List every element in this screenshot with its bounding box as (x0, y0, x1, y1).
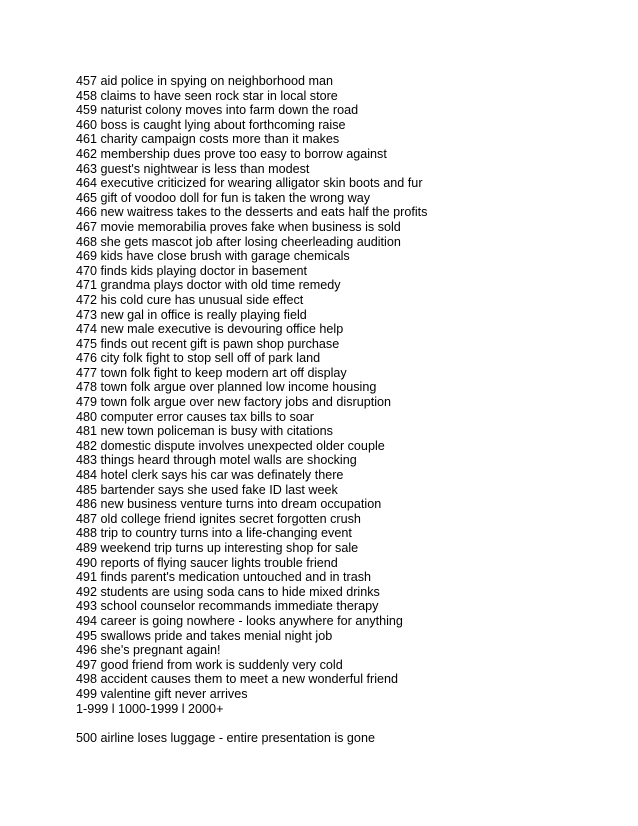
list-item: 473 new gal in office is really playing field (76, 307, 307, 322)
range-navigation (76, 702, 616, 717)
list-item: 489 weekend trip turns up interesting shop for sale (76, 541, 359, 555)
idea-list (76, 74, 616, 702)
list-item: 488 trip to country turns into a life-changing event (76, 526, 352, 541)
list-item: 498 accident causes them to meet a new wonderful friend (76, 672, 399, 687)
document-page (76, 74, 616, 745)
list-item: 500 airline loses luggage - entire presentation is gone (76, 730, 375, 745)
list-item: 492 students are using soda cans to hide mixed drinks (76, 584, 380, 599)
list-item: 484 hotel clerk says his car was definately there (76, 468, 344, 483)
list-item: 499 valentine gift never arrives (76, 686, 248, 701)
list-item: 482 domestic dispute involves unexpected older couple (76, 438, 385, 453)
list-item: 496 she's pregnant again! (76, 643, 221, 658)
list-item: 457 aid police in spying on neighborhood man (76, 74, 333, 88)
list-item: 494 career is going nowhere - looks anywhere for anything (76, 613, 403, 628)
list-item: 483 things heard through motel walls are shocking (76, 453, 357, 468)
list-item: 479 town folk argue over new factory jobs and disruption (76, 395, 392, 410)
idea-list-continued (76, 731, 616, 746)
list-item: 470 finds kids playing doctor in basement (76, 263, 308, 278)
list-item: 487 old college friend ignites secret forgotten crush (76, 511, 361, 526)
list-item: 472 his cold cure has unusual side effect (76, 292, 304, 307)
list-item: 481 new town policeman is busy with citations (76, 424, 333, 439)
list-item: 480 computer error causes tax bills to soar (76, 409, 314, 424)
list-item: 461 charity campaign costs more than it makes (76, 132, 340, 147)
list-item: 458 claims to have seen rock star in local store (76, 88, 338, 103)
list-item: 467 movie memorabilia proves fake when business is sold (76, 219, 401, 234)
list-item: 491 finds parent's medication untouched and in trash (76, 570, 372, 585)
list-item: 478 town folk argue over planned low income housing (76, 380, 377, 395)
nav-link-2000-plus[interactable]: 2000+ (188, 701, 224, 716)
list-item: 459 naturist colony moves into farm down the road (76, 103, 359, 118)
nav-separator: l (108, 701, 119, 716)
list-item: 477 town folk fight to keep modern art off display (76, 365, 347, 380)
list-item: 460 boss is caught lying about forthcoming raise (76, 117, 346, 132)
list-item: 476 city folk fight to stop sell off of park land (76, 351, 321, 366)
list-item: 462 membership dues prove too easy to borrow against (76, 146, 387, 161)
list-item: 466 new waitress takes to the desserts and eats half the profits (76, 205, 428, 220)
list-item: 490 reports of flying saucer lights trouble friend (76, 555, 338, 570)
list-item: 463 guest's nightwear is less than modest (76, 161, 310, 176)
list-item: 497 good friend from work is suddenly very cold (76, 657, 343, 672)
list-item: 471 grandma plays doctor with old time remedy (76, 278, 341, 293)
list-item: 475 finds out recent gift is pawn shop purchase (76, 336, 340, 351)
nav-link-1-999[interactable]: 1-999 (76, 701, 109, 716)
list-item: 468 she gets mascot job after losing cheerleading audition (76, 234, 401, 249)
list-item: 493 school counselor recommands immediate therapy (76, 599, 379, 614)
list-item: 465 gift of voodoo doll for fun is taken the wrong way (76, 190, 371, 205)
nav-link-1000-1999[interactable]: 1000-1999 (118, 701, 179, 716)
blank-line (76, 716, 616, 731)
list-item: 464 executive criticized for wearing alligator skin boots and fur (76, 176, 423, 191)
list-item: 474 new male executive is devouring office help (76, 322, 344, 337)
list-item: 486 new business venture turns into dream occupation (76, 497, 382, 512)
nav-separator: l (178, 701, 189, 716)
list-item: 469 kids have close brush with garage chemicals (76, 249, 350, 264)
list-item: 495 swallows pride and takes menial night job (76, 628, 333, 643)
list-item: 485 bartender says she used fake ID last week (76, 482, 338, 497)
